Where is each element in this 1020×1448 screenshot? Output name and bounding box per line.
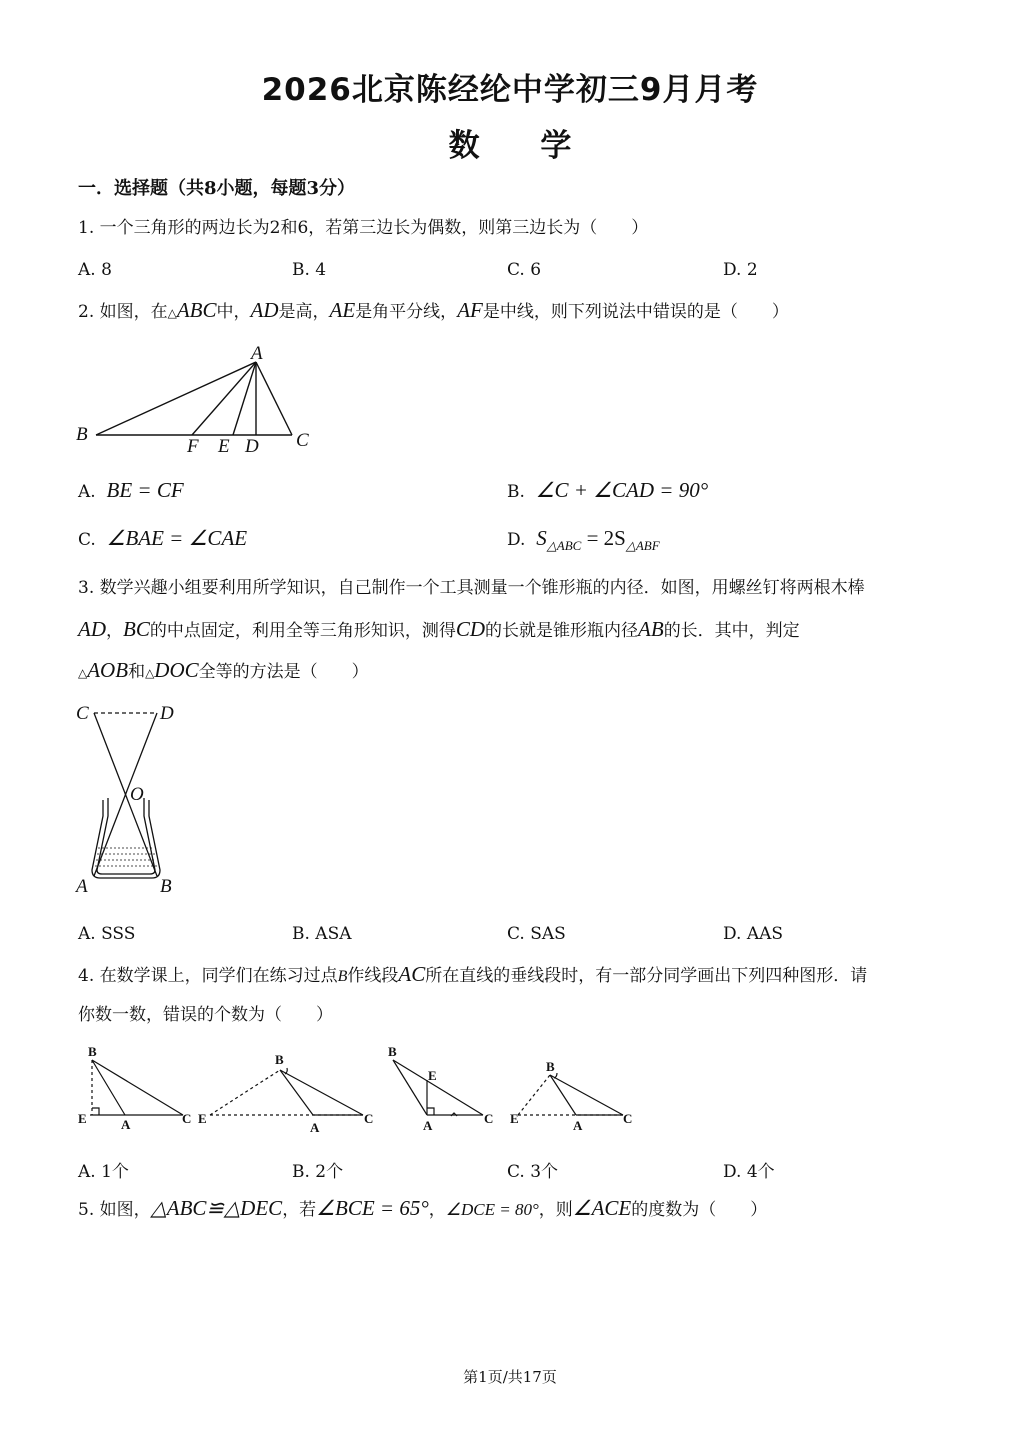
q4-fig1-label-b: B — [88, 1044, 97, 1059]
q2-label-c: C — [296, 430, 309, 451]
page-number: 第1页/共17页 — [463, 1368, 557, 1386]
q4-fig2-label-e: E — [198, 1111, 207, 1126]
q1-option-c: C. 6 — [507, 260, 542, 280]
q4-fig1-label-e: E — [78, 1111, 87, 1126]
q4-option-a: A. 1个 — [78, 1162, 129, 1182]
section-heading: 一．选择题（共8小题，每题3分） — [78, 178, 356, 199]
q4-option-d: D. 4个 — [723, 1162, 775, 1182]
q3-option-c: C. SAS — [507, 924, 566, 944]
q4-fig2-label-a: A — [310, 1120, 320, 1135]
q4-option-b: B. 2个 — [292, 1162, 344, 1182]
question-2: 2. 如图，在△ABC中，AD是高，AE是角平分线，AF是中线，则下列说法中错误的是（ ） — [78, 298, 789, 322]
question-4-line-1: 4. 在数学课上，同学们在练习过点B作线段AC所在直线的垂线段时，有一部分同学画出下列四种图形．请 — [78, 962, 868, 986]
q4-fig2-label-b: B — [275, 1052, 284, 1067]
page-title: 2026北京陈经纶中学初三9月月考 — [261, 72, 759, 108]
q3-label-b: B — [160, 876, 172, 897]
q2-label-d: D — [245, 436, 259, 457]
q2-option-d: D. $S_{\triangle ABC} = 2S_{\triangle ABF}$ — [507, 526, 660, 553]
q4-fig4-label-b: B — [546, 1059, 555, 1074]
q4-fig1-label-a: A — [121, 1117, 131, 1132]
q1-option-a: A. 8 — [78, 260, 112, 280]
q4-fig3-label-e: E — [428, 1068, 437, 1083]
q3-flask-figure — [70, 698, 190, 903]
q2-label-b: B — [76, 424, 88, 445]
q3-label-o: O — [130, 784, 144, 805]
q4-fig4-label-e: E — [510, 1111, 519, 1126]
q2-option-c: C. ∠BAE = ∠CAE — [78, 526, 248, 550]
q4-fig3-label-b: B — [388, 1044, 397, 1059]
q3-option-b: B. ASA — [292, 924, 352, 944]
question-3-line-2: AD，BC的中点固定，利用全等三角形知识，测得CD的长就是锥形瓶内径AB的长．其中，判定 — [78, 617, 800, 641]
q4-fig1-label-c: C — [182, 1111, 192, 1126]
q2-triangle-figure — [70, 340, 330, 460]
q1-option-d: D. 2 — [723, 260, 758, 280]
question-4-line-2: 你数一数，错误的个数为（ ） — [78, 1005, 333, 1025]
q2-option-a: A. BE = CF — [78, 478, 184, 502]
q4-option-c: C. 3个 — [507, 1162, 559, 1182]
q4-fig3-label-c: C — [484, 1111, 494, 1126]
q4-fig4-label-c: C — [623, 1111, 633, 1126]
q2-label-e: E — [218, 436, 230, 457]
q3-option-a: A. SSS — [78, 924, 136, 944]
subject-title: 数 学 — [448, 128, 572, 164]
question-3-line-3: △AOB和△DOC全等的方法是（ ） — [78, 658, 369, 682]
q2-option-b: B. ∠C + ∠CAD = 90° — [507, 478, 709, 502]
question-1: 1. 一个三角形的两边长为2和6，若第三边长为偶数，则第三边长为（ ） — [78, 218, 649, 238]
question-5: 5. 如图，△ABC≌△DEC，若∠BCE = 65°，∠DCE = 80°，则∠ACE的度数为（ ） — [78, 1196, 768, 1220]
q4-fig2-label-c: C — [364, 1111, 374, 1126]
q3-label-c: C — [76, 703, 89, 724]
q1-option-b: B. 4 — [292, 260, 327, 280]
question-3-line-1: 3. 数学兴趣小组要利用所学知识，自己制作一个工具测量一个锥形瓶的内径．如图，用螺丝钉将两根木棒 — [78, 578, 865, 598]
q4-fig3-label-a: A — [423, 1118, 433, 1133]
q4-fig4-label-a: A — [573, 1118, 583, 1133]
q3-label-d: D — [160, 703, 174, 724]
q4-four-figures — [70, 1040, 650, 1140]
q2-label-f: F — [187, 436, 199, 457]
q3-option-d: D. AAS — [723, 924, 784, 944]
q3-label-a: A — [76, 876, 88, 897]
q2-label-a: A — [251, 343, 263, 364]
